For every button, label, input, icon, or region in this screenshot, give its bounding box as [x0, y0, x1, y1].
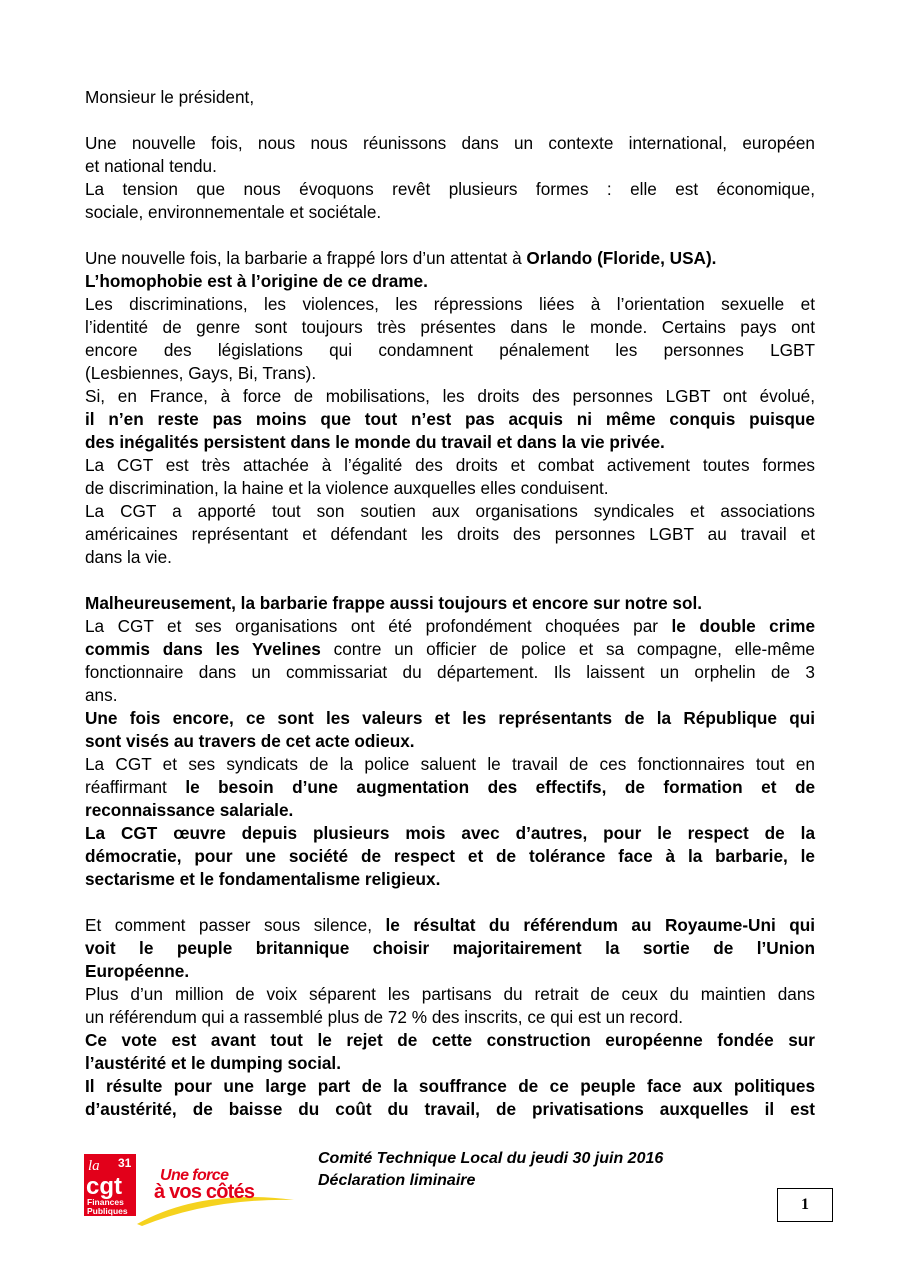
slogan-line2: à vos côtés	[154, 1181, 255, 1203]
page-number: 1	[777, 1188, 833, 1222]
document-type: Déclaration liminaire	[318, 1172, 476, 1189]
logo-sub2: Publiques	[87, 1206, 128, 1216]
footer-meta	[318, 1148, 663, 1192]
logo-number: 31	[118, 1156, 132, 1170]
paragraph-homophobia: L’homophobie est à l’origine de ce drame.	[85, 271, 428, 291]
paragraph-referendum: Et comment passer sous silence, le résultat du référendum au Royaume-Uni qui	[85, 915, 815, 935]
logo-sub1: Finances	[87, 1197, 124, 1207]
paragraph-tension: La tension que nous évoquons revêt plusieurs formes : elle est économique,	[85, 179, 815, 199]
slogan-line1: Une force	[160, 1167, 229, 1184]
paragraph-police: La CGT et ses syndicats de la police saluent le travail de ces fonctionnaires tout en	[85, 754, 815, 774]
paragraph-yvelines: La CGT et ses organisations ont été profondément choquées par le double crime	[85, 616, 815, 636]
logo-la: la	[88, 1158, 100, 1174]
meeting-title: Comité Technique Local du jeudi 30 juin 2016	[318, 1150, 664, 1167]
logo-cgt: cgt	[86, 1173, 122, 1200]
paragraph-republique: Une fois encore, ce sont les valeurs et les représentants de la République qui	[85, 708, 815, 728]
paragraph-cgt-equality: La CGT est très attachée à l’égalité des droits et combat activement toutes formes	[85, 455, 815, 475]
paragraph-cgt-support: La CGT a apporté tout son soutien aux organisations syndicales et associations	[85, 501, 815, 521]
paragraph-context: Une nouvelle fois, nous nous réunissons dans un contexte international, européen	[85, 133, 815, 153]
paragraph-france: Si, en France, à force de mobilisations, les droits des personnes LGBT ont évolué,	[85, 386, 815, 406]
paragraph-discriminations: Les discriminations, les violences, les répressions liées à l’orientation sexuelle et	[85, 294, 815, 314]
paragraph-orlando: Une nouvelle fois, la barbarie a frappé lors d’un attentat à Orlando (Floride, USA).	[85, 248, 717, 268]
paragraph-souffrance: Il résulte pour une large part de la souffrance de ce peuple face aux politiques	[85, 1076, 815, 1096]
salutation: Monsieur le président,	[85, 87, 255, 107]
paragraph-rejet: Ce vote est avant tout le rejet de cette construction européenne fondée sur	[85, 1030, 815, 1050]
paragraph-vote-count: Plus d’un million de voix séparent les partisans du retrait de ceux du maintien dans	[85, 984, 815, 1004]
paragraph-democratie: La CGT œuvre depuis plusieurs mois avec d’autres, pour le respect de la	[85, 823, 815, 843]
cgt-logo	[82, 1148, 297, 1226]
letter-body: Monsieur le président, Une nouvelle fois, nous nous réunissons dans un contexte international, européen et national tendu. La tension que nous évoquons revêt plusieurs formes : elle est économique, sociale, environnementale et sociétale. Une nouvelle fois, la barbarie a frappé lors d’un attentat à Orlando (Floride, USA). L’homophobie est à l’origine de ce drame. Les discriminations, les violences, les répressions liées à l’orientation sexuelle et l’identité de genre sont toujours très présentes dans le monde. Certains pays ont encore des législations qui condamnent pénalement les personnes LGBT (Lesbiennes, Gays, Bi, Trans). Si, en France, à force de mobilisations, les droits des personnes LGBT ont évolué, il n’en reste pas moins que tout n’est pas acquis ni même conquis puisque des inégalités persistent dans le monde du travail et dans la vie privée. La CGT est très attachée à l’égalité des droits et combat activement toutes formes de discrimination, la haine et la violence auxquelles elles conduisent. La CGT a apporté tout son soutien aux organisations syndicales et associations américaines représentant et défendant les droits des personnes LGBT au travail et dans la vie. Malheureusement, la barbarie frappe aussi toujours et encore sur notre sol. La CGT et ses organisations ont été profondément choquées par le double crime commis dans les Yvelines contre un officier de police et sa compagne, elle-même fonctionnaire dans un commissariat du département. Ils laissent un orphelin de 3 ans. Une fois encore, ce sont les valeurs et les représentants de la République qui sont visés au travers de cet acte odieux. La CGT et ses syndicats de la police saluent le travail de ces fonctionnaires tout en réaffirmant le besoin d’une augmentation des effectifs, de formation et de reconnaissance salariale. La CGT œuvre depuis plusieurs mois avec d’autres, pour le respect de la démocratie, pour une société de respect et de tolérance face à la barbarie, le sectarisme et le fondamentalisme religieux. Et comment passer sous silence, le résultat du référendum au Royaume-Uni qui voit le peuple britannique choisir majoritairement la sortie de l’Union Européenne. Plus d’un million de voix séparent les partisans du retrait de ceux du maintien dans un référendum qui a rassemblé plus de 72 % des inscrits, ce qui est un record. Ce vote est avant tout le rejet de cette construction européenne fondée sur l’austérité et le dumping social. Il résulte pour une large part de la souffrance de ce peuple face aux politiques d’austérité, de baisse du coût du travail, de privatisations auxquelles il est	[85, 87, 816, 1119]
paragraph-barbarie: Malheureusement, la barbarie frappe aussi toujours et encore sur notre sol.	[85, 593, 703, 613]
